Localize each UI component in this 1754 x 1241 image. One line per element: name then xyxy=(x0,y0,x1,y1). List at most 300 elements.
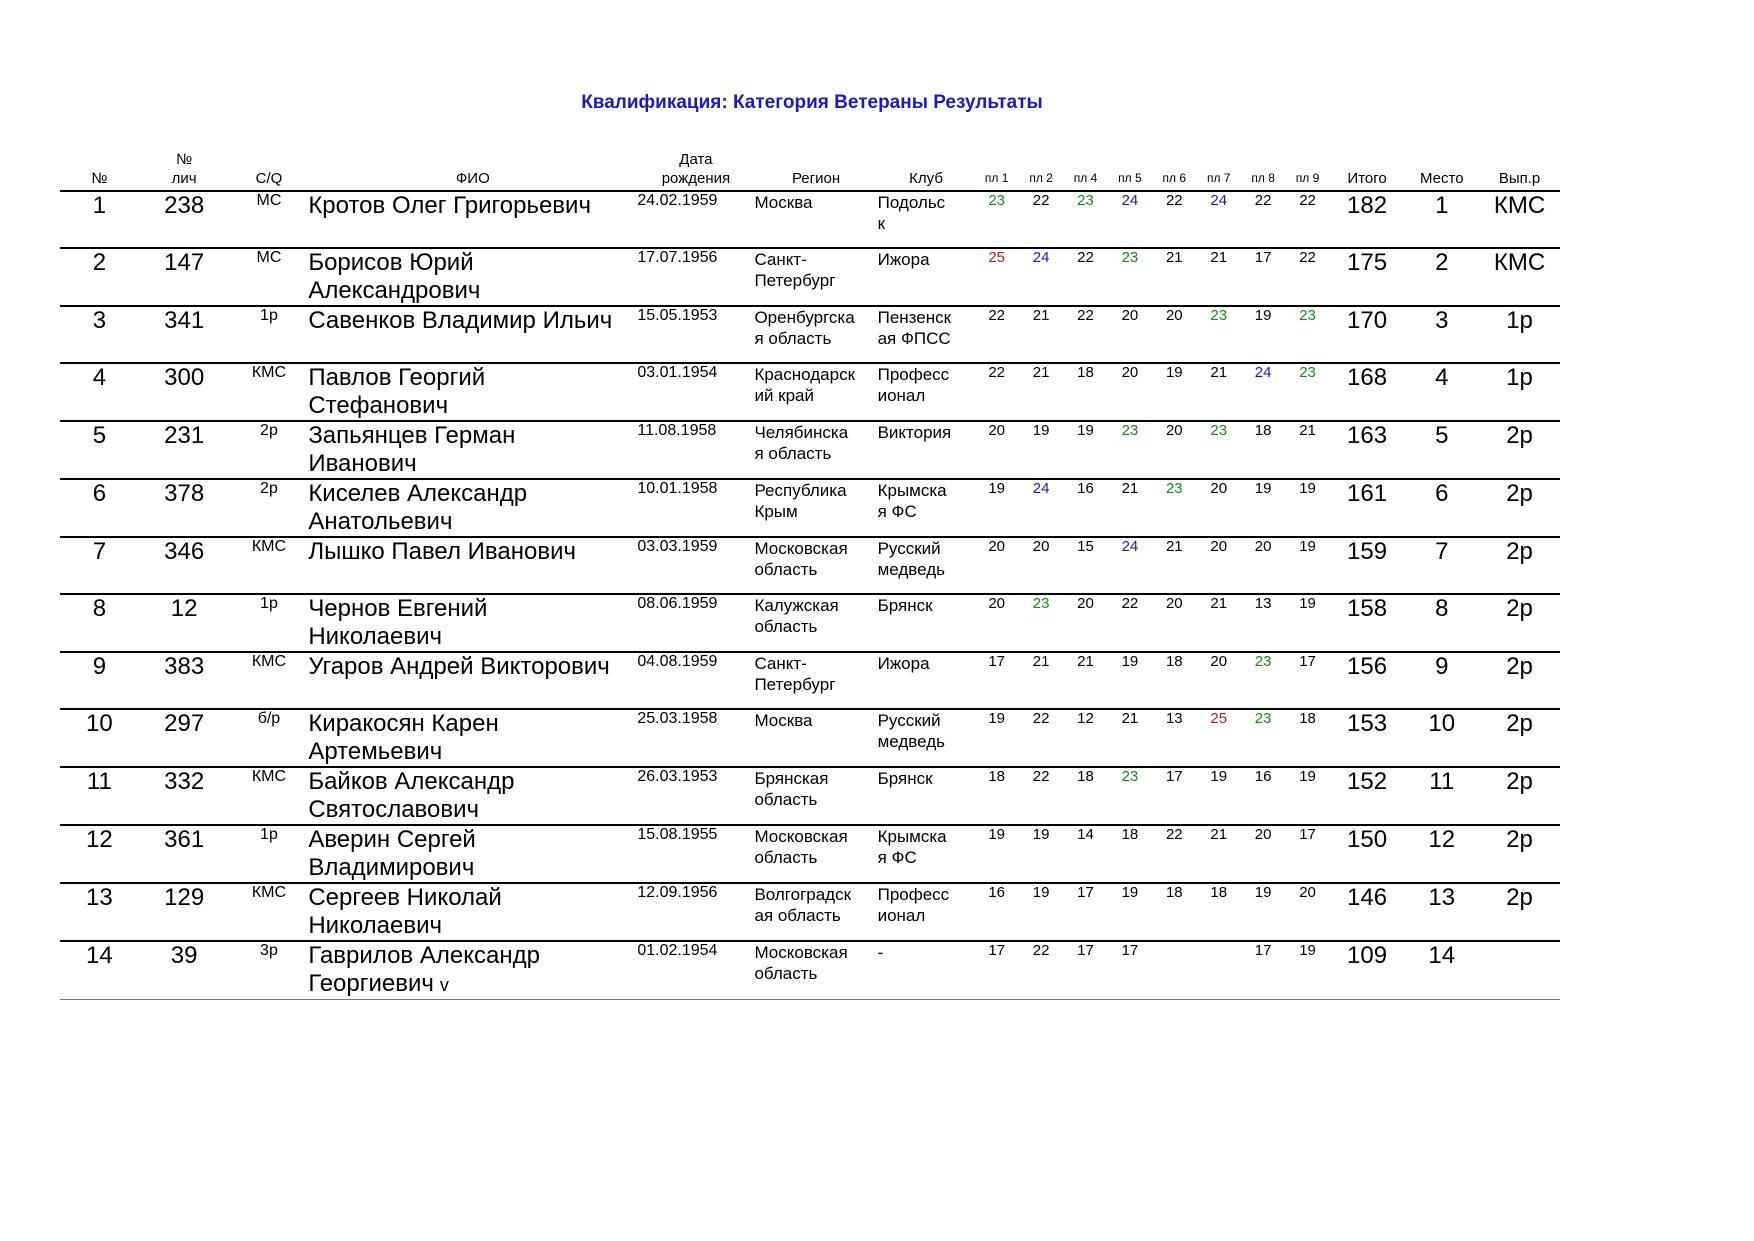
cell-score: 23 xyxy=(988,192,1006,209)
line: я ФС xyxy=(877,848,917,867)
header-set-5: пл 5 xyxy=(1118,171,1142,185)
cell-score: 20 xyxy=(1077,595,1094,612)
cell-score: 22 xyxy=(1077,307,1094,324)
line: Брянск xyxy=(877,769,933,788)
cell-score: 23 xyxy=(1077,192,1094,209)
cell-score: 17 xyxy=(1077,884,1094,901)
cell-score: 20 xyxy=(1210,480,1228,497)
cell-score: 21 xyxy=(1210,249,1228,266)
cell-region xyxy=(754,421,877,479)
cell-score: 19 xyxy=(1210,768,1228,785)
cell-lic: 12 xyxy=(170,595,198,622)
cell-score: 17 xyxy=(1254,942,1272,959)
line: Калужская xyxy=(754,596,839,615)
cell-total: 163 xyxy=(1347,422,1388,449)
header-set-6: пл 6 xyxy=(1162,171,1187,185)
cell-place: 6 xyxy=(1435,480,1449,507)
cell-score: 21 xyxy=(1032,653,1050,670)
cell-score: 21 xyxy=(1121,480,1139,497)
cell-dob: 25.03.1958 xyxy=(637,710,718,727)
cell-dob: 04.08.1959 xyxy=(637,653,718,670)
cell-lic: 129 xyxy=(164,884,205,911)
line: Ижора xyxy=(877,250,930,269)
cell-score: 15 xyxy=(1077,538,1094,555)
cell-score: 21 xyxy=(1210,595,1228,612)
cell-cq: 2р xyxy=(260,422,278,439)
cell-total: 182 xyxy=(1347,192,1388,219)
cell-score: 22 xyxy=(1032,710,1050,727)
cell-vyp xyxy=(1479,941,1560,1000)
cell-num: 12 xyxy=(86,826,113,853)
cell-score: 17 xyxy=(1165,768,1183,785)
line: Чернов Евгений xyxy=(308,595,488,622)
cell-dob: 15.08.1955 xyxy=(637,826,718,843)
cell-dob: 03.01.1954 xyxy=(637,364,718,381)
cell-dob: 12.09.1956 xyxy=(637,884,718,901)
cell-cq: б/р xyxy=(257,710,281,727)
line: медведь xyxy=(877,732,945,751)
cell-cq: МС xyxy=(256,249,282,266)
line: я ФС xyxy=(877,502,917,521)
line: Стефанович xyxy=(308,392,449,419)
cell-region xyxy=(754,594,877,652)
cell-place: 3 xyxy=(1435,307,1449,334)
line: Брянск xyxy=(877,596,933,615)
line: Георгиевич xyxy=(308,970,434,997)
cell-region xyxy=(754,941,877,1000)
line: ая ФПСС xyxy=(877,329,951,348)
cell-place: 9 xyxy=(1435,653,1449,680)
cell-score: 19 xyxy=(1254,307,1272,324)
cell-club xyxy=(878,537,975,594)
header-set-1: пл 1 xyxy=(984,171,1009,185)
cell-score: 19 xyxy=(1121,884,1139,901)
cell-score: 24 xyxy=(1121,538,1139,555)
cell-region xyxy=(754,825,877,883)
cell-score: 21 xyxy=(1077,653,1094,670)
cell-score: 24 xyxy=(1254,364,1272,381)
cell-score: 18 xyxy=(988,768,1006,785)
page-title: Квалификация: Категория Ветераны Результаты xyxy=(581,92,1043,113)
cell-vyp: КМС xyxy=(1493,249,1546,276)
cell-place: 14 xyxy=(1428,942,1456,969)
cell-total: 152 xyxy=(1347,768,1388,795)
line: Санкт- xyxy=(754,250,807,269)
cell-score: 19 xyxy=(1165,364,1183,381)
cell-cq: КМС xyxy=(251,538,287,555)
header-set-2: пл 2 xyxy=(1029,171,1053,185)
header-place: Место xyxy=(1419,170,1464,187)
cell-score: 22 xyxy=(1032,942,1050,959)
cell-num: 7 xyxy=(92,538,107,565)
cell-club xyxy=(878,767,975,825)
cell-vyp: 2р xyxy=(1506,422,1533,449)
table-row xyxy=(60,363,1560,421)
cell-score: 23 xyxy=(1299,307,1316,324)
line: Иванович xyxy=(308,450,417,477)
cell-region xyxy=(754,191,877,248)
line: Запьянцев Герман xyxy=(308,422,516,449)
cell-score: 22 xyxy=(988,364,1006,381)
cell-score: 24 xyxy=(1210,192,1228,209)
cell-score: 19 xyxy=(1121,653,1139,670)
cell-total: 156 xyxy=(1347,653,1388,680)
cell-score: 21 xyxy=(1165,249,1183,266)
cell-score: 23 xyxy=(1254,653,1272,670)
line: Владимирович xyxy=(308,854,475,881)
cell-score: 21 xyxy=(1121,710,1139,727)
cell-score: 20 xyxy=(1165,595,1183,612)
line: Московская xyxy=(754,943,848,962)
cell-score xyxy=(1152,941,1196,1000)
check-mark: v xyxy=(439,975,449,995)
cell-club xyxy=(878,825,975,883)
line: я область xyxy=(754,444,832,463)
cell-total: 146 xyxy=(1347,884,1388,911)
cell-score xyxy=(1197,941,1241,1000)
line: Киселев Александр xyxy=(308,480,528,507)
line: ионал xyxy=(877,906,926,925)
line: Кротов Олег Григорьевич xyxy=(308,192,591,219)
cell-region xyxy=(754,537,877,594)
cell-num: 1 xyxy=(92,192,107,219)
line: ая область xyxy=(754,906,841,925)
cell-score: 20 xyxy=(1254,826,1272,843)
cell-score: 19 xyxy=(1032,422,1050,439)
cell-score: 22 xyxy=(1077,249,1094,266)
line: Борисов Юрий xyxy=(308,249,474,276)
cell-region xyxy=(754,248,877,306)
header-fio: ФИО xyxy=(455,170,490,187)
table-row xyxy=(60,248,1560,306)
cell-lic: 346 xyxy=(164,538,205,565)
table-row xyxy=(60,652,1560,709)
table-row xyxy=(60,191,1560,248)
cell-lic: 297 xyxy=(164,710,205,737)
cell-score: 19 xyxy=(1299,595,1316,612)
cell-score: 22 xyxy=(1165,826,1183,843)
line: Москва xyxy=(754,711,813,730)
cell-score: 18 xyxy=(1254,422,1272,439)
table-row xyxy=(60,767,1560,825)
cell-cq: 2р xyxy=(260,480,278,497)
cell-total: 109 xyxy=(1347,942,1388,969)
cell-region xyxy=(754,767,877,825)
cell-score: 22 xyxy=(1254,192,1272,209)
cell-score: 20 xyxy=(988,595,1006,612)
cell-score: 21 xyxy=(1165,538,1183,555)
cell-score: 21 xyxy=(1299,422,1316,439)
header-cq: С/Q xyxy=(255,170,283,187)
cell-dob: 08.06.1959 xyxy=(637,595,718,612)
line: Ижора xyxy=(877,654,930,673)
cell-score: 17 xyxy=(1077,942,1094,959)
cell-score: 12 xyxy=(1077,710,1094,727)
cell-num: 14 xyxy=(86,942,113,969)
line: область xyxy=(754,790,818,809)
cell-lic: 361 xyxy=(164,826,205,853)
cell-vyp: 2р xyxy=(1506,538,1533,565)
cell-fio xyxy=(308,825,637,883)
cell-score: 23 xyxy=(1121,768,1139,785)
cell-score: 23 xyxy=(1121,249,1139,266)
cell-score: 20 xyxy=(1299,884,1316,901)
cell-lic: 238 xyxy=(164,192,205,219)
cell-place: 11 xyxy=(1429,768,1455,795)
line: Артемьевич xyxy=(308,738,443,765)
table-row xyxy=(60,421,1560,479)
line: Аверин Сергей xyxy=(308,826,476,853)
line: Подольс xyxy=(877,193,946,212)
line: Русский xyxy=(877,539,941,558)
cell-score: 14 xyxy=(1077,826,1094,843)
cell-score: 19 xyxy=(988,480,1006,497)
line: Москва xyxy=(754,193,813,212)
cell-score: 17 xyxy=(988,653,1006,670)
cell-num: 2 xyxy=(92,249,107,276)
header-set-7: пл 7 xyxy=(1206,171,1231,185)
line: Павлов Георгий xyxy=(308,364,486,391)
line: область xyxy=(754,848,818,867)
cell-fio xyxy=(308,767,637,825)
cell-fio xyxy=(308,941,637,1000)
cell-score: 20 xyxy=(1032,538,1050,555)
table-row xyxy=(60,825,1560,883)
cell-dob: 26.03.1953 xyxy=(637,768,718,785)
cell-score: 18 xyxy=(1299,710,1316,727)
cell-score: 22 xyxy=(1032,192,1050,209)
cell-club xyxy=(878,652,975,709)
cell-score: 17 xyxy=(988,942,1006,959)
results-body xyxy=(60,191,1560,1000)
header-dob: Дата рождения xyxy=(661,151,731,187)
header-region: Регион xyxy=(791,170,841,187)
cell-score: 19 xyxy=(1254,884,1272,901)
cell-score: 19 xyxy=(1254,480,1272,497)
line: Крымска xyxy=(877,481,947,500)
cell-score: 21 xyxy=(1210,364,1228,381)
line: Николаевич xyxy=(308,623,442,650)
cell-club xyxy=(878,248,975,306)
cell-club xyxy=(878,479,975,537)
cell-score: 23 xyxy=(1210,307,1228,324)
cell-num: 3 xyxy=(92,307,107,334)
cell-score: 23 xyxy=(1121,422,1139,439)
cell-score: 23 xyxy=(1299,364,1316,381)
cell-score: 22 xyxy=(1032,768,1050,785)
cell-score: 18 xyxy=(1121,826,1139,843)
header-set-8: пл 8 xyxy=(1251,171,1275,185)
cell-dob: 10.01.1958 xyxy=(637,480,718,497)
line: Петербург xyxy=(754,271,836,290)
cell-score: 22 xyxy=(1121,595,1139,612)
cell-dob: 11.08.1958 xyxy=(637,422,717,439)
cell-cq: КМС xyxy=(251,653,287,670)
line: Волгоградск xyxy=(754,885,852,904)
cell-score: 25 xyxy=(1210,710,1228,727)
header-club: Клуб xyxy=(909,170,943,187)
cell-total: 153 xyxy=(1347,710,1388,737)
cell-score: 16 xyxy=(1254,768,1272,785)
cell-cq: 1р xyxy=(260,826,278,843)
cell-fio xyxy=(308,479,637,537)
cell-score: 19 xyxy=(1299,480,1316,497)
cell-score: 24 xyxy=(1121,192,1139,209)
cell-club xyxy=(878,191,975,248)
cell-vyp: 2р xyxy=(1506,768,1533,795)
cell-place: 2 xyxy=(1435,249,1449,276)
cell-vyp: 1р xyxy=(1506,307,1533,334)
cell-lic: 332 xyxy=(164,768,205,795)
cell-score: 18 xyxy=(1210,884,1228,901)
cell-region xyxy=(754,883,877,941)
line: - xyxy=(877,943,884,962)
cell-cq: 1р xyxy=(260,307,278,324)
cell-score: 19 xyxy=(1077,422,1094,439)
cell-score: 23 xyxy=(1165,480,1183,497)
cell-vyp: 2р xyxy=(1506,884,1533,911)
cell-score: 16 xyxy=(988,884,1006,901)
line: к xyxy=(877,214,886,233)
cell-num: 8 xyxy=(92,595,107,622)
line: Гаврилов Александр xyxy=(308,942,540,969)
cell-fio xyxy=(308,652,637,709)
table-row xyxy=(60,941,1560,1000)
cell-region xyxy=(754,652,877,709)
line: Крымска xyxy=(877,827,947,846)
line: медведь xyxy=(877,560,945,579)
cell-dob: 24.02.1959 xyxy=(637,192,718,209)
cell-score: 23 xyxy=(1210,422,1228,439)
cell-score: 20 xyxy=(1165,422,1183,439)
cell-score: 19 xyxy=(1299,942,1316,959)
line: область xyxy=(754,964,818,983)
cell-score: 22 xyxy=(1299,192,1316,209)
cell-fio xyxy=(308,421,637,479)
cell-score: 22 xyxy=(988,307,1006,324)
cell-num: 10 xyxy=(86,710,113,737)
cell-score: 17 xyxy=(1299,653,1316,670)
cell-score: 20 xyxy=(988,422,1006,439)
header-set-4: пл 4 xyxy=(1073,171,1098,185)
cell-place: 13 xyxy=(1428,884,1456,911)
cell-club xyxy=(878,594,975,652)
cell-score: 19 xyxy=(988,710,1006,727)
cell-score: 13 xyxy=(1254,595,1272,612)
cell-fio xyxy=(308,191,637,248)
cell-num: 6 xyxy=(92,480,107,507)
cell-vyp: 2р xyxy=(1506,480,1533,507)
cell-vyp: 2р xyxy=(1506,653,1533,680)
cell-score: 23 xyxy=(1032,595,1050,612)
cell-total: 170 xyxy=(1347,307,1388,334)
cell-score: 16 xyxy=(1077,480,1094,497)
cell-total: 175 xyxy=(1347,249,1388,276)
cell-cq: 3р xyxy=(260,942,278,959)
line: Угаров Андрей Викторович xyxy=(308,653,610,680)
line: Краснодарск xyxy=(754,365,856,384)
cell-fio xyxy=(308,537,637,594)
cell-score: 19 xyxy=(1032,884,1050,901)
cell-lic: 300 xyxy=(164,364,205,391)
cell-fio xyxy=(308,363,637,421)
cell-score: 24 xyxy=(1032,480,1050,497)
cell-place: 1 xyxy=(1435,192,1449,219)
cell-vyp: 1р xyxy=(1506,364,1533,391)
cell-score: 19 xyxy=(1032,826,1050,843)
cell-score: 24 xyxy=(1032,249,1050,266)
line: Пензенск xyxy=(877,308,952,327)
cell-fio xyxy=(308,306,637,363)
line: Петербург xyxy=(754,675,836,694)
cell-place: 8 xyxy=(1435,595,1449,622)
cell-total: 161 xyxy=(1347,480,1388,507)
cell-cq: 1р xyxy=(260,595,278,612)
cell-vyp: 2р xyxy=(1506,595,1533,622)
table-row xyxy=(60,594,1560,652)
line: Анатольевич xyxy=(308,508,453,535)
cell-total: 168 xyxy=(1347,364,1388,391)
cell-num: 9 xyxy=(92,653,107,680)
cell-num: 4 xyxy=(92,364,107,391)
cell-region xyxy=(754,306,877,363)
line: Русский xyxy=(877,711,941,730)
cell-lic: 39 xyxy=(170,942,198,969)
line: область xyxy=(754,617,818,636)
line: Савенков Владимир Ильич xyxy=(308,307,613,334)
cell-score: 21 xyxy=(1032,364,1050,381)
cell-fio xyxy=(308,248,637,306)
cell-place: 7 xyxy=(1435,538,1449,565)
line: Александрович xyxy=(308,277,481,304)
cell-score: 20 xyxy=(1210,653,1228,670)
header-set-9: пл 9 xyxy=(1295,171,1320,185)
line: Лышко Павел Иванович xyxy=(308,538,576,565)
cell-club xyxy=(878,306,975,363)
line: Санкт- xyxy=(754,654,807,673)
cell-score: 22 xyxy=(1165,192,1183,209)
cell-lic: 383 xyxy=(164,653,205,680)
line: Киракосян Карен xyxy=(308,710,499,737)
cell-score: 18 xyxy=(1165,884,1183,901)
cell-cq: КМС xyxy=(251,364,287,381)
cell-club xyxy=(878,709,975,767)
header-lic: № лич xyxy=(171,151,197,187)
cell-cq: КМС xyxy=(251,768,287,785)
cell-club xyxy=(878,421,975,479)
cell-score: 20 xyxy=(1165,307,1183,324)
cell-score: 19 xyxy=(1299,768,1316,785)
cell-club xyxy=(878,363,975,421)
cell-total: 158 xyxy=(1347,595,1388,622)
cell-score: 17 xyxy=(1299,826,1316,843)
cell-score: 20 xyxy=(1121,307,1139,324)
cell-fio xyxy=(308,709,637,767)
line: Республика xyxy=(754,481,847,500)
line: Святославович xyxy=(308,796,480,823)
table-row xyxy=(60,709,1560,767)
table-row xyxy=(60,537,1560,594)
line: Крым xyxy=(754,502,798,521)
line: Професс xyxy=(877,365,950,384)
header-total: Итого xyxy=(1347,170,1387,187)
cell-score: 22 xyxy=(1299,249,1316,266)
line: область xyxy=(754,560,818,579)
cell-lic: 341 xyxy=(164,307,205,334)
table-row xyxy=(60,479,1560,537)
results-table xyxy=(60,144,1560,1000)
cell-region xyxy=(754,363,877,421)
